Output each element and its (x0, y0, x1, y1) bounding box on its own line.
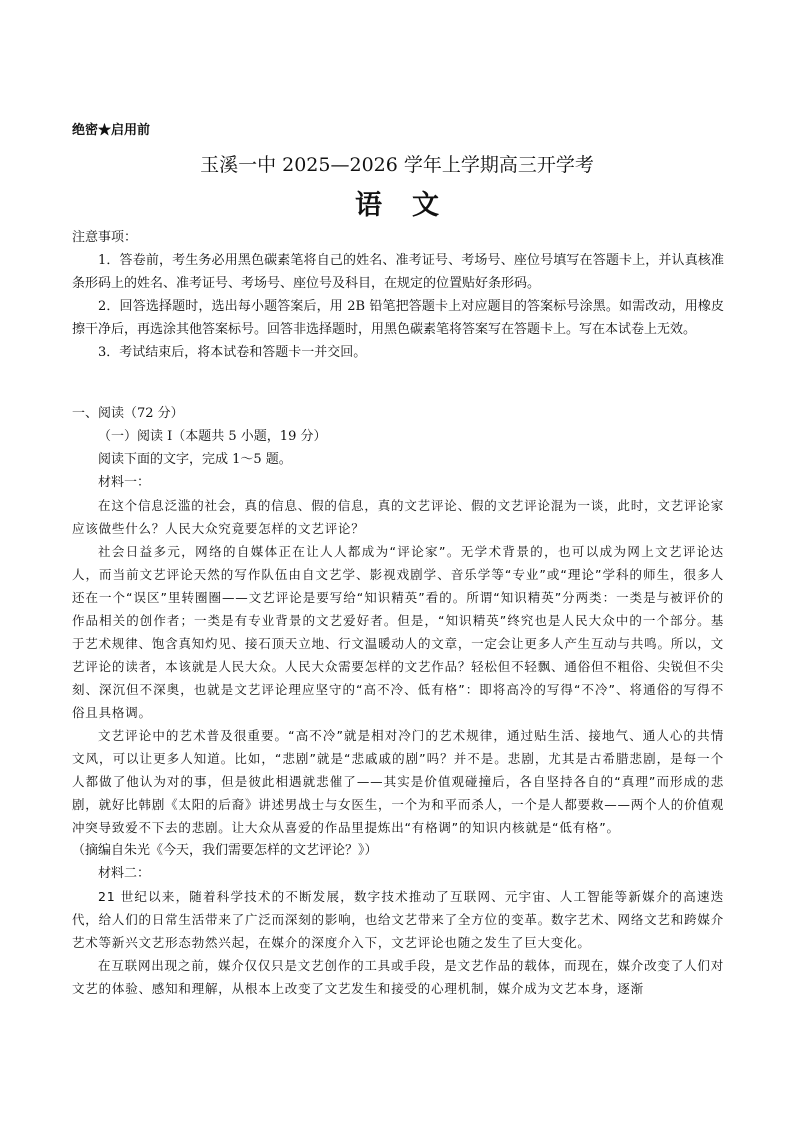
reading-section (72, 402, 724, 1000)
reading-instruction: 阅读下面的文字，完成 1～5 题。 (98, 452, 292, 467)
notice-section (72, 226, 724, 364)
notice-heading: 注意事项： (72, 230, 138, 245)
material2-paragraph: 21 世纪以来，随着科学技术的不断发展，数字技术推动了互联网、元宇宙、人工智能等新媒介的高速迭代，给人们的日常生活带来了广泛而深刻的影响，也给文艺带来了全方位的变革。数字艺术、网络文艺和跨媒介艺术等新兴文艺形态勃然兴起，在媒介的深度介入下，文艺评论也随之发生了巨大变化。 (72, 889, 724, 950)
subject-title: 语文 (355, 190, 469, 221)
material1-paragraph: 社会日益多元，网络的自媒体正在让人人都成为“评论家”。无学术背景的，也可以成为网上文艺评论达人，而当前文艺评论天然的写作队伍由自文艺学、影视戏剧学、音乐学等“专业”或“理论”学科的师生，很多人还在一个“误区”里转圈圈——文艺评论是要写给“知识精英”看的。所谓“知识精英”分两类：一类是与被评价的作品相关的创作者；一类是有专业背景的文艺爱好者。但是，“知识精英”终究也是人民大众中的一个部分。基于艺术规律、饱含真知灼见、接石顶天立地、行文温暖动人的文章，一定会让更多人产生互动与共鸣。所以，文艺评论的读者，本该就是人民大众。人民大众需要怎样的文艺作品？轻松但不轻飘、通俗但不粗俗、尖锐但不尖刻、深沉但不深奥，也就是文艺评论理应坚守的“高不冷、低有格”：即将高冷的写得“不冷”、将通俗的写得不俗且具格调。 (72, 544, 724, 720)
sub-section-title: （一）阅读 I（本题共 5 小题，19 分） (98, 429, 327, 444)
notice-item: 2．回答选择题时，选出每小题答案后，用 2B 铅笔把答题卡上对应题目的答案标号涂黑。如需改动，用橡皮擦干净后，再选涂其他答案标号。回答非选择题时，用黑色碳素笔将答案写在答题卡上。写在本试卷上无效。 (72, 299, 724, 337)
exam-title: 玉溪一中 2025—2026 学年上学期高三开学考 (200, 154, 594, 176)
material2-paragraph: 在互联网出现之前，媒介仅仅只是文艺创作的工具或手段，是文艺作品的载体，而现在，媒介改变了人们对文艺的体验、感知和理解，从根本上改变了文艺发生和接受的心理机制，媒介成为文艺本身，逐渐 (72, 958, 724, 996)
notice-item: 1．答卷前，考生务必用黑色碳素笔将自己的姓名、准考证号、考场号、座位号填写在答题卡上，并认真核准条形码上的姓名、准考证号、考场号、座位号及科目，在规定的位置贴好条形码。 (72, 253, 724, 291)
notice-item: 3．考试结束后，将本试卷和答题卡一并交回。 (98, 345, 367, 360)
material2-label: 材料二： (98, 866, 151, 881)
material1-paragraph: 在这个信息泛滥的社会，真的信息、假的信息，真的文艺评论、假的文艺评论混为一谈，此时，文艺评论家应该做些什么？人民大众究竟要怎样的文艺评论？ (72, 498, 724, 536)
material1-label: 材料一： (98, 475, 151, 490)
material1-paragraph: 文艺评论中的艺术普及很重要。“高不冷”就是相对冷门的艺术规律，通过贴生活、接地气、通人心的共情文风，可以让更多人知道。比如，“悲剧”就是“悲戚戚的剧”吗？并不是。悲剧，尤其是古希腊悲剧，是每一个人都做了他认为对的事，但是彼此相遇就悲催了——其实是价值观碰撞后，各自坚持各自的“真理”而形成的悲剧，就好比韩剧《太阳的后裔》讲述男战士与女医生，一个为和平而杀人，一个是人都要救——两个人的价值观冲突导致爱不下去的悲剧。让大众从喜爱的作品里提炼出“有格调”的知识内核就是“低有格”。 (72, 728, 724, 835)
confidential-mark: 绝密★启用前 (72, 123, 151, 138)
material1-source: （摘编自朱光《今天，我们需要怎样的文艺评论？》） (72, 843, 378, 858)
section-title: 一、阅读（72 分） (72, 406, 184, 421)
